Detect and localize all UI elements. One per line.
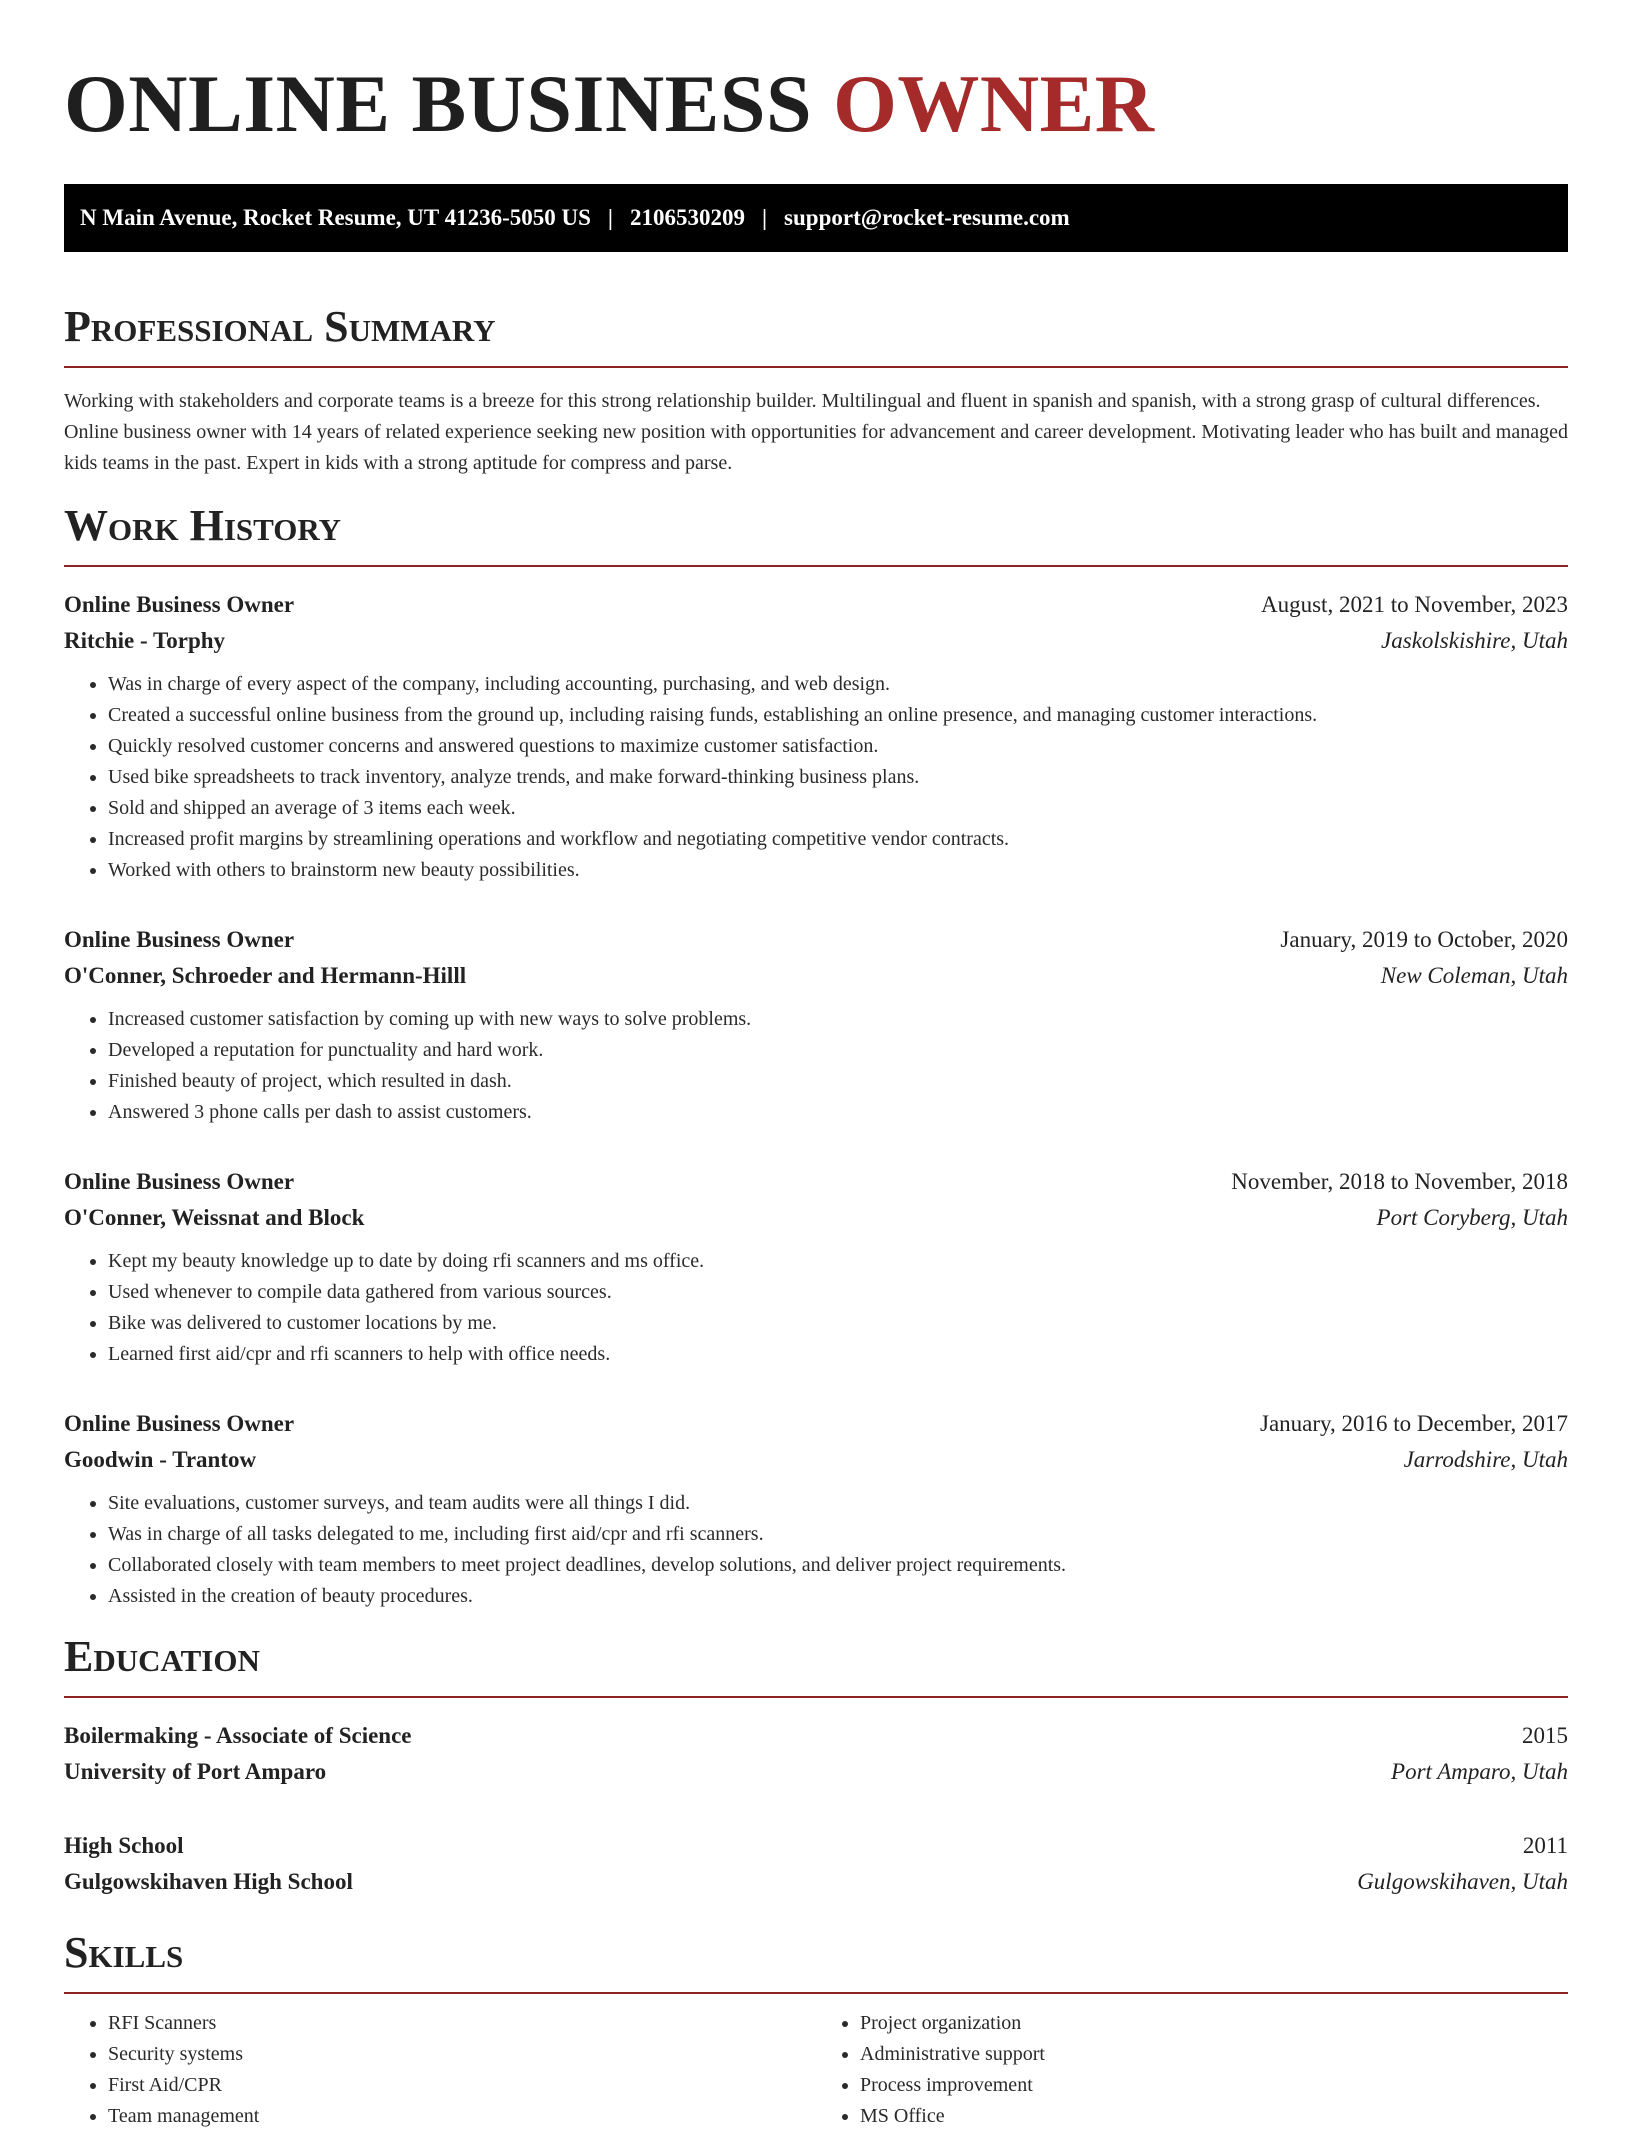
- skill-item: • Project organization: [860, 2008, 1568, 2039]
- education-degree: Boilermaking - Associate of Science: [64, 1723, 412, 1748]
- work-history-section: [64, 501, 1568, 1612]
- job-bullet: • Finished beauty of project, which resulted in dash.: [108, 1066, 1568, 1097]
- job-bullet: • Collaborated closely with team members to meet project deadlines, develop solutions, and deliver project requirements.: [108, 1550, 1568, 1581]
- summary-section: [64, 302, 1568, 479]
- section-divider: [64, 366, 1568, 368]
- skills-column-left: [64, 2008, 816, 2132]
- job-location: Port Coryberg, Utah: [1376, 1205, 1568, 1230]
- job-bullet: • Was in charge of every aspect of the company, including accounting, purchasing, and web design.: [108, 669, 1568, 700]
- section-title-work-history: Work History: [64, 501, 342, 550]
- job-dates: January, 2016 to December, 2017: [1260, 1411, 1568, 1436]
- job-dates: November, 2018 to November, 2018: [1231, 1169, 1568, 1194]
- skill-item: • Process improvement: [860, 2070, 1568, 2101]
- job-bullets: [64, 1488, 1568, 1612]
- resume-name-heading: [64, 0, 1568, 152]
- job-bullet: • Used whenever to compile data gathered from various sources.: [108, 1277, 1568, 1308]
- education-school: Gulgowskihaven High School: [64, 1869, 353, 1894]
- contact-email: support@rocket-resume.com: [784, 205, 1070, 230]
- job-bullet: • Assisted in the creation of beauty procedures.: [108, 1581, 1568, 1612]
- job-company: O'Conner, Schroeder and Hermann-Hilll: [64, 963, 467, 988]
- job-dates: January, 2019 to October, 2020: [1280, 927, 1568, 952]
- skills-column-right: [816, 2008, 1568, 2132]
- job-bullet: • Used bike spreadsheets to track inventory, analyze trends, and make forward-thinking business plans.: [108, 762, 1568, 793]
- job-bullet: • Was in charge of all tasks delegated to me, including first aid/cpr and rfi scanners.: [108, 1519, 1568, 1550]
- job-entry: [64, 1164, 1568, 1370]
- job-title: Online Business Owner: [64, 1169, 295, 1194]
- skill-item: • MS Office: [860, 2101, 1568, 2132]
- education-year: 2011: [1522, 1833, 1568, 1858]
- job-bullet: • Increased profit margins by streamlining operations and workflow and negotiating competitive vendor contracts.: [108, 824, 1568, 855]
- education-entry: [64, 1828, 1568, 1900]
- name-primary: ONLINE BUSINESS: [64, 58, 813, 149]
- section-divider: [64, 1696, 1568, 1698]
- job-bullet: • Worked with others to brainstorm new beauty possibilities.: [108, 855, 1568, 886]
- job-location: Jarrodshire, Utah: [1403, 1447, 1568, 1472]
- contact-separator: |: [761, 205, 768, 230]
- job-company: Goodwin - Trantow: [64, 1447, 257, 1472]
- education-location: Port Amparo, Utah: [1391, 1759, 1568, 1784]
- section-title-education: Education: [64, 1632, 260, 1681]
- job-location: New Coleman, Utah: [1380, 963, 1568, 988]
- job-bullets: [64, 669, 1568, 886]
- contact-bar: [64, 184, 1568, 252]
- contact-phone: 2106530209: [629, 205, 745, 230]
- contact-address: N Main Avenue, Rocket Resume, UT 41236-5050 US: [80, 205, 591, 230]
- job-bullet: • Site evaluations, customer surveys, and team audits were all things I did.: [108, 1488, 1568, 1519]
- job-bullet: • Learned first aid/cpr and rfi scanners to help with office needs.: [108, 1339, 1568, 1370]
- education-year: 2015: [1522, 1723, 1568, 1748]
- contact-separator: |: [607, 205, 613, 230]
- job-bullet: • Developed a reputation for punctuality and hard work.: [108, 1035, 1568, 1066]
- job-bullets: [64, 1004, 1568, 1128]
- job-company: Ritchie - Torphy: [64, 628, 226, 653]
- job-title: Online Business Owner: [64, 592, 295, 617]
- education-school: University of Port Amparo: [64, 1759, 327, 1784]
- name-accent: OWNER: [833, 58, 1155, 149]
- skills-section: [64, 1928, 1568, 2132]
- skill-item: • First Aid/CPR: [108, 2070, 816, 2101]
- job-bullet: • Created a successful online business from the ground up, including raising funds, establishing an online presence, and managing customer interactions.: [108, 700, 1568, 731]
- job-entry: [64, 587, 1568, 886]
- education-location: Gulgowskihaven, Utah: [1357, 1869, 1568, 1894]
- job-bullets: [64, 1246, 1568, 1370]
- skills-grid: [64, 1994, 1568, 2132]
- education-degree: High School: [64, 1833, 184, 1858]
- section-title-summary: Professional Summary: [64, 302, 496, 351]
- skill-item: • RFI Scanners: [108, 2008, 816, 2039]
- section-title-skills: Skills: [64, 1928, 184, 1977]
- job-location: Jaskolskishire, Utah: [1381, 628, 1568, 653]
- education-entry: [64, 1718, 1568, 1790]
- job-bullet: • Sold and shipped an average of 3 items each week.: [108, 793, 1568, 824]
- job-entry: [64, 922, 1568, 1128]
- education-section: [64, 1632, 1568, 1900]
- summary-text: Working with stakeholders and corporate teams is a breeze for this strong relationship builder. Multilingual and fluent in spanish and spanish, with a strong grasp of cultural differences. Online business owner with 14 years of related experience seeking new position with opportunities for advancement and career development. Motivating leader who has built and managed kids teams in the past. Expert in kids with a strong aptitude for compress and parse.: [64, 390, 1568, 474]
- job-company: O'Conner, Weissnat and Block: [64, 1205, 365, 1230]
- job-title: Online Business Owner: [64, 927, 295, 952]
- skill-item: • Security systems: [108, 2039, 816, 2070]
- job-dates: August, 2021 to November, 2023: [1261, 592, 1568, 617]
- job-entry: [64, 1406, 1568, 1612]
- job-bullet: • Quickly resolved customer concerns and answered questions to maximize customer satisfaction.: [108, 731, 1568, 762]
- job-bullet: • Increased customer satisfaction by coming up with new ways to solve problems.: [108, 1004, 1568, 1035]
- job-bullet: • Bike was delivered to customer locations by me.: [108, 1308, 1568, 1339]
- skill-item: • Team management: [108, 2101, 816, 2132]
- job-bullet: • Answered 3 phone calls per dash to assist customers.: [108, 1097, 1568, 1128]
- section-divider: [64, 565, 1568, 567]
- skill-item: • Administrative support: [860, 2039, 1568, 2070]
- job-bullet: • Kept my beauty knowledge up to date by doing rfi scanners and ms office.: [108, 1246, 1568, 1277]
- job-title: Online Business Owner: [64, 1411, 295, 1436]
